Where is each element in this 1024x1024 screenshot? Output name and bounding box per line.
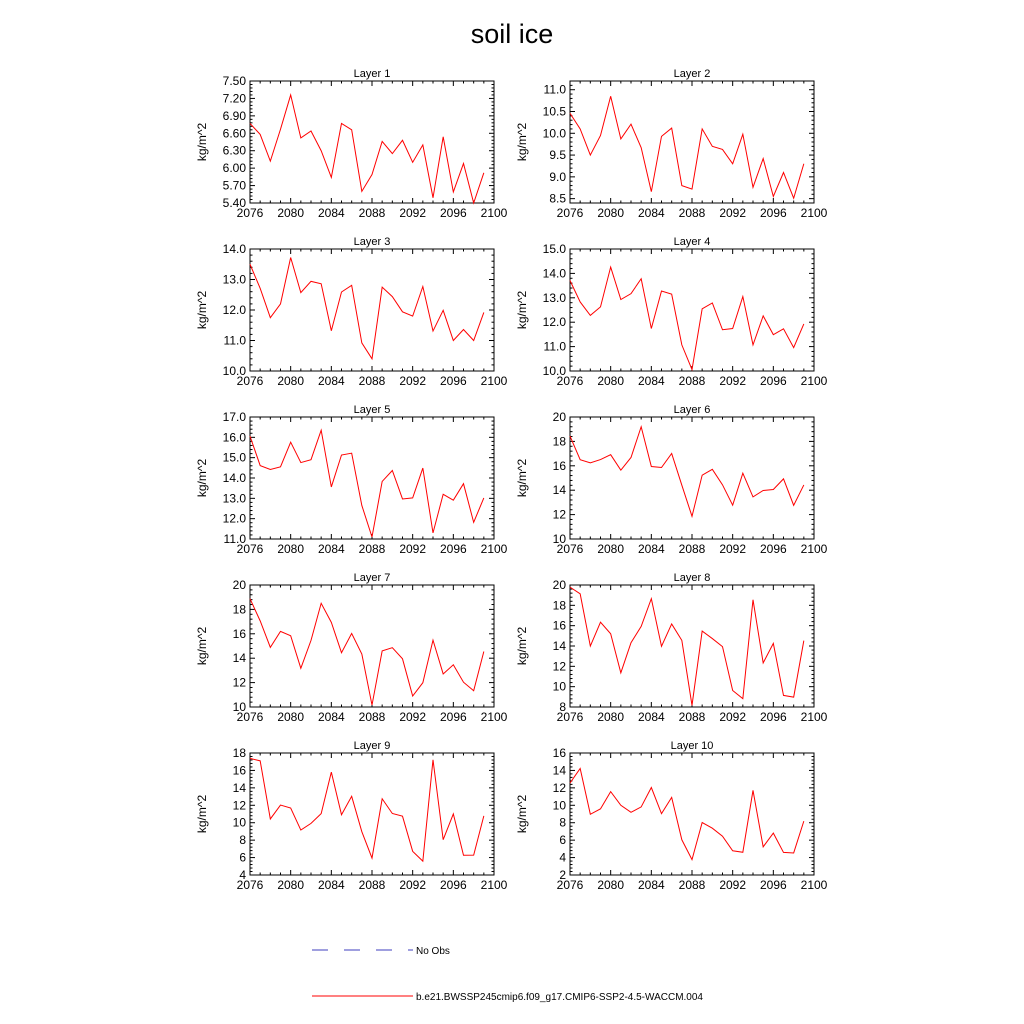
plot-frame [570,585,814,707]
x-tick-label: 2100 [800,878,828,892]
x-tick-label: 2080 [277,878,305,892]
panel-layer-1 [195,68,508,220]
y-tick-label: 15.0 [542,242,566,256]
y-axis-label: kg/m^2 [195,626,209,666]
panel-layer-8 [515,572,828,724]
y-tick-label: 10.0 [222,364,246,378]
y-tick-label: 8 [239,833,246,848]
x-tick-label: 2076 [556,878,584,892]
y-tick-label: 14.0 [222,471,246,485]
x-tick-label: 2084 [317,374,345,388]
plot-frame [570,417,814,539]
x-tick-label: 2084 [317,878,345,892]
y-tick-label: 6.60 [222,126,246,141]
panel-title: Layer 5 [353,404,391,416]
x-tick-label: 2088 [678,374,706,388]
x-tick-label: 2076 [236,710,264,724]
y-tick-label: 11.0 [543,339,566,354]
x-tick-label: 2092 [399,206,427,220]
x-tick-label: 2100 [800,710,828,724]
x-tick-label: 2088 [678,206,706,220]
series-line [570,769,804,860]
x-tick-label: 2088 [358,542,386,556]
legend [312,946,703,1003]
x-tick-label: 2088 [678,710,706,724]
x-tick-label: 2080 [597,878,625,892]
y-tick-label: 20 [232,578,246,592]
y-tick-label: 12 [552,659,566,674]
x-tick-label: 2080 [277,542,305,556]
x-tick-label: 2096 [439,710,467,724]
y-tick-label: 7.20 [222,91,246,106]
y-tick-label: 13.0 [222,491,246,506]
series-line [250,599,484,705]
x-tick-label: 2080 [597,206,625,220]
x-tick-label: 2092 [719,206,747,220]
x-tick-label: 2088 [678,542,706,556]
y-tick-label: 13.0 [542,290,566,305]
x-tick-label: 2084 [637,542,665,556]
y-tick-label: 10.0 [542,126,566,141]
y-tick-label: 12.0 [222,511,246,526]
x-tick-label: 2096 [439,374,467,388]
x-tick-label: 2096 [759,878,787,892]
y-tick-label: 10 [232,815,246,830]
y-tick-label: 14 [552,639,566,653]
y-axis-label: kg/m^2 [515,626,529,666]
x-tick-label: 2092 [719,374,747,388]
y-tick-label: 10.0 [542,364,566,378]
panel-layer-5 [195,404,508,556]
y-tick-label: 18 [232,602,246,617]
x-tick-label: 2088 [358,878,386,892]
x-tick-label: 2084 [637,206,665,220]
y-tick-label: 6 [559,833,566,848]
x-tick-label: 2092 [399,542,427,556]
x-tick-label: 2080 [597,542,625,556]
plot-frame [570,249,814,371]
y-tick-label: 12.0 [542,315,566,330]
y-axis-label: kg/m^2 [195,122,209,162]
series-line [570,267,804,369]
legend-model-label: b.e21.BWSSP245cmip6.f09_g17.CMIP6-SSP2-4.5-WACCM.004 [416,992,703,1003]
plot-frame [250,249,494,371]
y-tick-label: 10 [552,798,566,813]
plot-frame [570,753,814,875]
x-tick-label: 2092 [399,878,427,892]
panel-title: Layer 8 [673,572,711,584]
x-tick-label: 2100 [480,206,508,220]
y-tick-label: 14.0 [222,242,246,256]
y-tick-label: 5.70 [222,178,246,193]
y-tick-label: 18 [552,598,566,613]
x-tick-label: 2076 [556,710,584,724]
y-tick-label: 12 [232,798,246,813]
y-tick-label: 16 [552,618,566,633]
y-tick-label: 14 [232,651,246,666]
y-tick-label: 9.0 [549,169,566,184]
y-axis-label: kg/m^2 [515,794,529,834]
series-line [570,96,804,198]
y-tick-label: 8.5 [549,191,566,206]
panel-layer-3 [195,236,508,388]
y-tick-label: 12.0 [222,303,246,317]
panel-layer-7 [195,572,508,724]
y-tick-label: 10.5 [542,104,566,119]
x-tick-label: 2084 [637,374,665,388]
y-tick-label: 8 [559,700,566,714]
x-tick-label: 2084 [317,710,345,724]
x-tick-label: 2088 [358,374,386,388]
panels-grid [195,68,828,892]
y-tick-label: 16.0 [222,430,246,445]
x-tick-label: 2084 [637,878,665,892]
x-tick-label: 2096 [759,542,787,556]
x-tick-label: 2084 [317,542,345,556]
panel-layer-10 [515,740,828,892]
panel-title: Layer 2 [673,68,711,80]
x-tick-label: 2092 [719,878,747,892]
panel-title: Layer 9 [353,740,391,752]
series-line [250,758,484,861]
series-line [570,427,804,517]
x-tick-label: 2088 [678,878,706,892]
y-tick-label: 16 [232,626,246,641]
x-tick-label: 2076 [556,542,584,556]
x-tick-label: 2092 [399,710,427,724]
y-tick-label: 14 [552,763,566,778]
series-line [250,430,484,537]
panel-layer-4 [515,236,828,388]
y-axis-label: kg/m^2 [195,290,209,330]
y-tick-label: 6.00 [222,161,246,176]
x-tick-label: 2088 [358,206,386,220]
panel-title: Layer 1 [353,68,391,80]
x-tick-label: 2080 [597,710,625,724]
panel-title: Layer 6 [673,404,711,416]
panel-title: Layer 4 [673,236,711,248]
x-tick-label: 2084 [637,710,665,724]
y-tick-label: 4 [559,850,566,865]
panel-title: Layer 3 [353,236,391,248]
x-tick-label: 2100 [480,542,508,556]
y-tick-label: 9.5 [549,148,566,163]
x-tick-label: 2076 [556,206,584,220]
y-tick-label: 10 [552,532,566,546]
x-tick-label: 2088 [358,710,386,724]
panel-title: Layer 10 [670,740,714,752]
y-tick-label: 11.0 [223,532,246,546]
series-line [570,587,804,705]
x-tick-label: 2084 [317,206,345,220]
x-tick-label: 2092 [719,542,747,556]
x-tick-label: 2100 [480,878,508,892]
y-tick-label: 6.30 [222,143,246,158]
x-tick-label: 2080 [277,710,305,724]
figure-title: soil ice [470,19,554,49]
y-tick-label: 18 [552,434,566,449]
y-tick-label: 20 [552,578,566,592]
panel-layer-6 [515,404,828,556]
legend-no-obs-label: No Obs [416,946,450,957]
y-tick-label: 20 [552,410,566,424]
y-axis-label: kg/m^2 [515,290,529,330]
plot-frame [570,81,814,203]
x-tick-label: 2092 [399,374,427,388]
plot-frame [250,417,494,539]
y-tick-label: 15.0 [222,450,246,465]
panel-layer-2 [515,68,828,220]
x-tick-label: 2076 [236,878,264,892]
y-tick-label: 11.0 [223,333,246,348]
y-tick-label: 18 [232,746,246,760]
x-tick-label: 2096 [759,206,787,220]
x-tick-label: 2100 [480,374,508,388]
x-tick-label: 2100 [800,206,828,220]
x-tick-label: 2100 [480,710,508,724]
y-tick-label: 7.50 [222,74,246,88]
y-axis-label: kg/m^2 [195,458,209,498]
y-tick-label: 4 [239,868,246,882]
y-tick-label: 10 [232,700,246,714]
panel-layer-9 [195,740,508,892]
y-tick-label: 8 [559,815,566,830]
x-tick-label: 2076 [236,542,264,556]
x-tick-label: 2096 [759,710,787,724]
x-tick-label: 2096 [439,878,467,892]
y-tick-label: 2 [559,868,566,882]
series-line [250,258,484,359]
x-tick-label: 2096 [439,542,467,556]
y-tick-label: 16 [552,746,566,760]
y-axis-label: kg/m^2 [515,458,529,498]
y-tick-label: 16 [232,763,246,778]
y-tick-label: 12 [552,780,566,795]
plot-frame [250,81,494,203]
y-axis-label: kg/m^2 [195,794,209,834]
x-tick-label: 2100 [800,374,828,388]
y-tick-label: 12 [552,507,566,522]
y-tick-label: 14.0 [542,266,566,281]
x-tick-label: 2096 [439,206,467,220]
x-tick-label: 2080 [597,374,625,388]
y-tick-label: 12 [232,675,246,690]
x-tick-label: 2076 [236,206,264,220]
x-tick-label: 2076 [236,374,264,388]
x-tick-label: 2080 [277,374,305,388]
panel-title: Layer 7 [353,572,391,584]
x-tick-label: 2080 [277,206,305,220]
plot-frame [250,585,494,707]
x-tick-label: 2096 [759,374,787,388]
y-tick-label: 5.40 [222,196,246,210]
y-tick-label: 14 [552,483,566,498]
y-tick-label: 13.0 [222,272,246,287]
y-tick-label: 14 [232,780,246,795]
x-tick-label: 2076 [556,374,584,388]
y-tick-label: 11.0 [543,82,566,97]
x-tick-label: 2100 [800,542,828,556]
series-line [250,95,484,203]
y-tick-label: 6 [239,850,246,865]
y-tick-label: 17.0 [222,410,246,424]
y-tick-label: 16 [552,458,566,473]
y-tick-label: 10 [552,679,566,694]
y-axis-label: kg/m^2 [515,122,529,162]
x-tick-label: 2092 [719,710,747,724]
y-tick-label: 6.90 [222,108,246,123]
